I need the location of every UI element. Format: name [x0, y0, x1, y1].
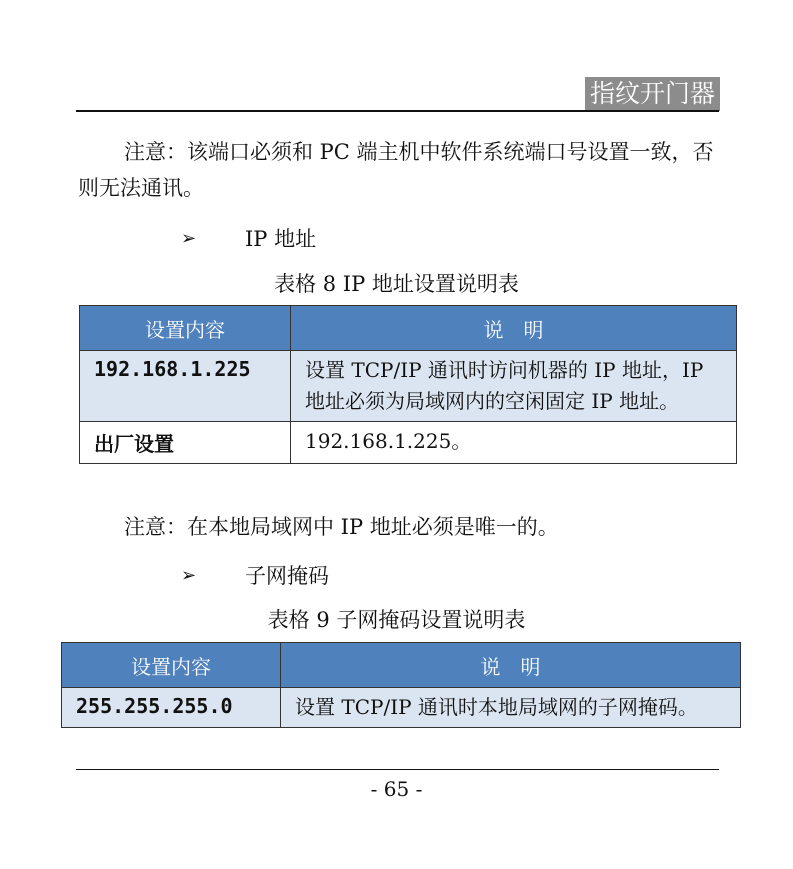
table-header-description: 说 明 — [291, 306, 737, 351]
section-label: 子网掩码 — [245, 564, 329, 588]
table-row — [80, 422, 737, 464]
table-cell-desc: 192.168.1.225。 — [291, 422, 737, 464]
table-row — [80, 351, 737, 422]
footer-rule — [76, 769, 719, 770]
header-rule — [76, 110, 719, 112]
arrow-bullet-icon: ➢ — [181, 228, 197, 249]
table-cell-desc: 设置 TCP/IP 通讯时访问机器的 IP 地址，IP 地址必须为局域网内的空闲固定 IP 地址。 — [291, 351, 737, 422]
ip-unique-note: 注意：在本地局域网中 IP 地址必须是唯一的。 — [124, 515, 559, 539]
table-header-setting: 设置内容 — [80, 306, 291, 351]
ip-section-heading — [181, 224, 316, 254]
mask-section-heading — [181, 561, 329, 591]
table-header-description: 说 明 — [281, 643, 741, 688]
table-cell-key: 255.255.255.0 — [62, 688, 281, 728]
table-row — [62, 688, 741, 728]
page-number: - 65 - — [370, 777, 423, 801]
arrow-bullet-icon: ➢ — [181, 565, 197, 586]
page-header-tag: 指纹开门器 — [585, 77, 720, 111]
table-cell-key: 出厂设置 — [80, 422, 291, 464]
table-8-caption: 表格 8 IP 地址设置说明表 — [274, 272, 519, 296]
port-note-paragraph: 注意：该端口必须和 PC 端主机中软件系统端口号设置一致，否则无法通讯。 — [78, 140, 714, 200]
table-cell-desc: 设置 TCP/IP 通讯时本地局域网的子网掩码。 — [281, 688, 741, 728]
section-label: IP 地址 — [245, 227, 317, 251]
table-9-caption: 表格 9 子网掩码设置说明表 — [267, 608, 526, 632]
table-header-setting: 设置内容 — [62, 643, 281, 688]
subnet-mask-table — [61, 642, 741, 728]
table-cell-key: 192.168.1.225 — [80, 351, 291, 422]
ip-address-table — [79, 305, 737, 464]
